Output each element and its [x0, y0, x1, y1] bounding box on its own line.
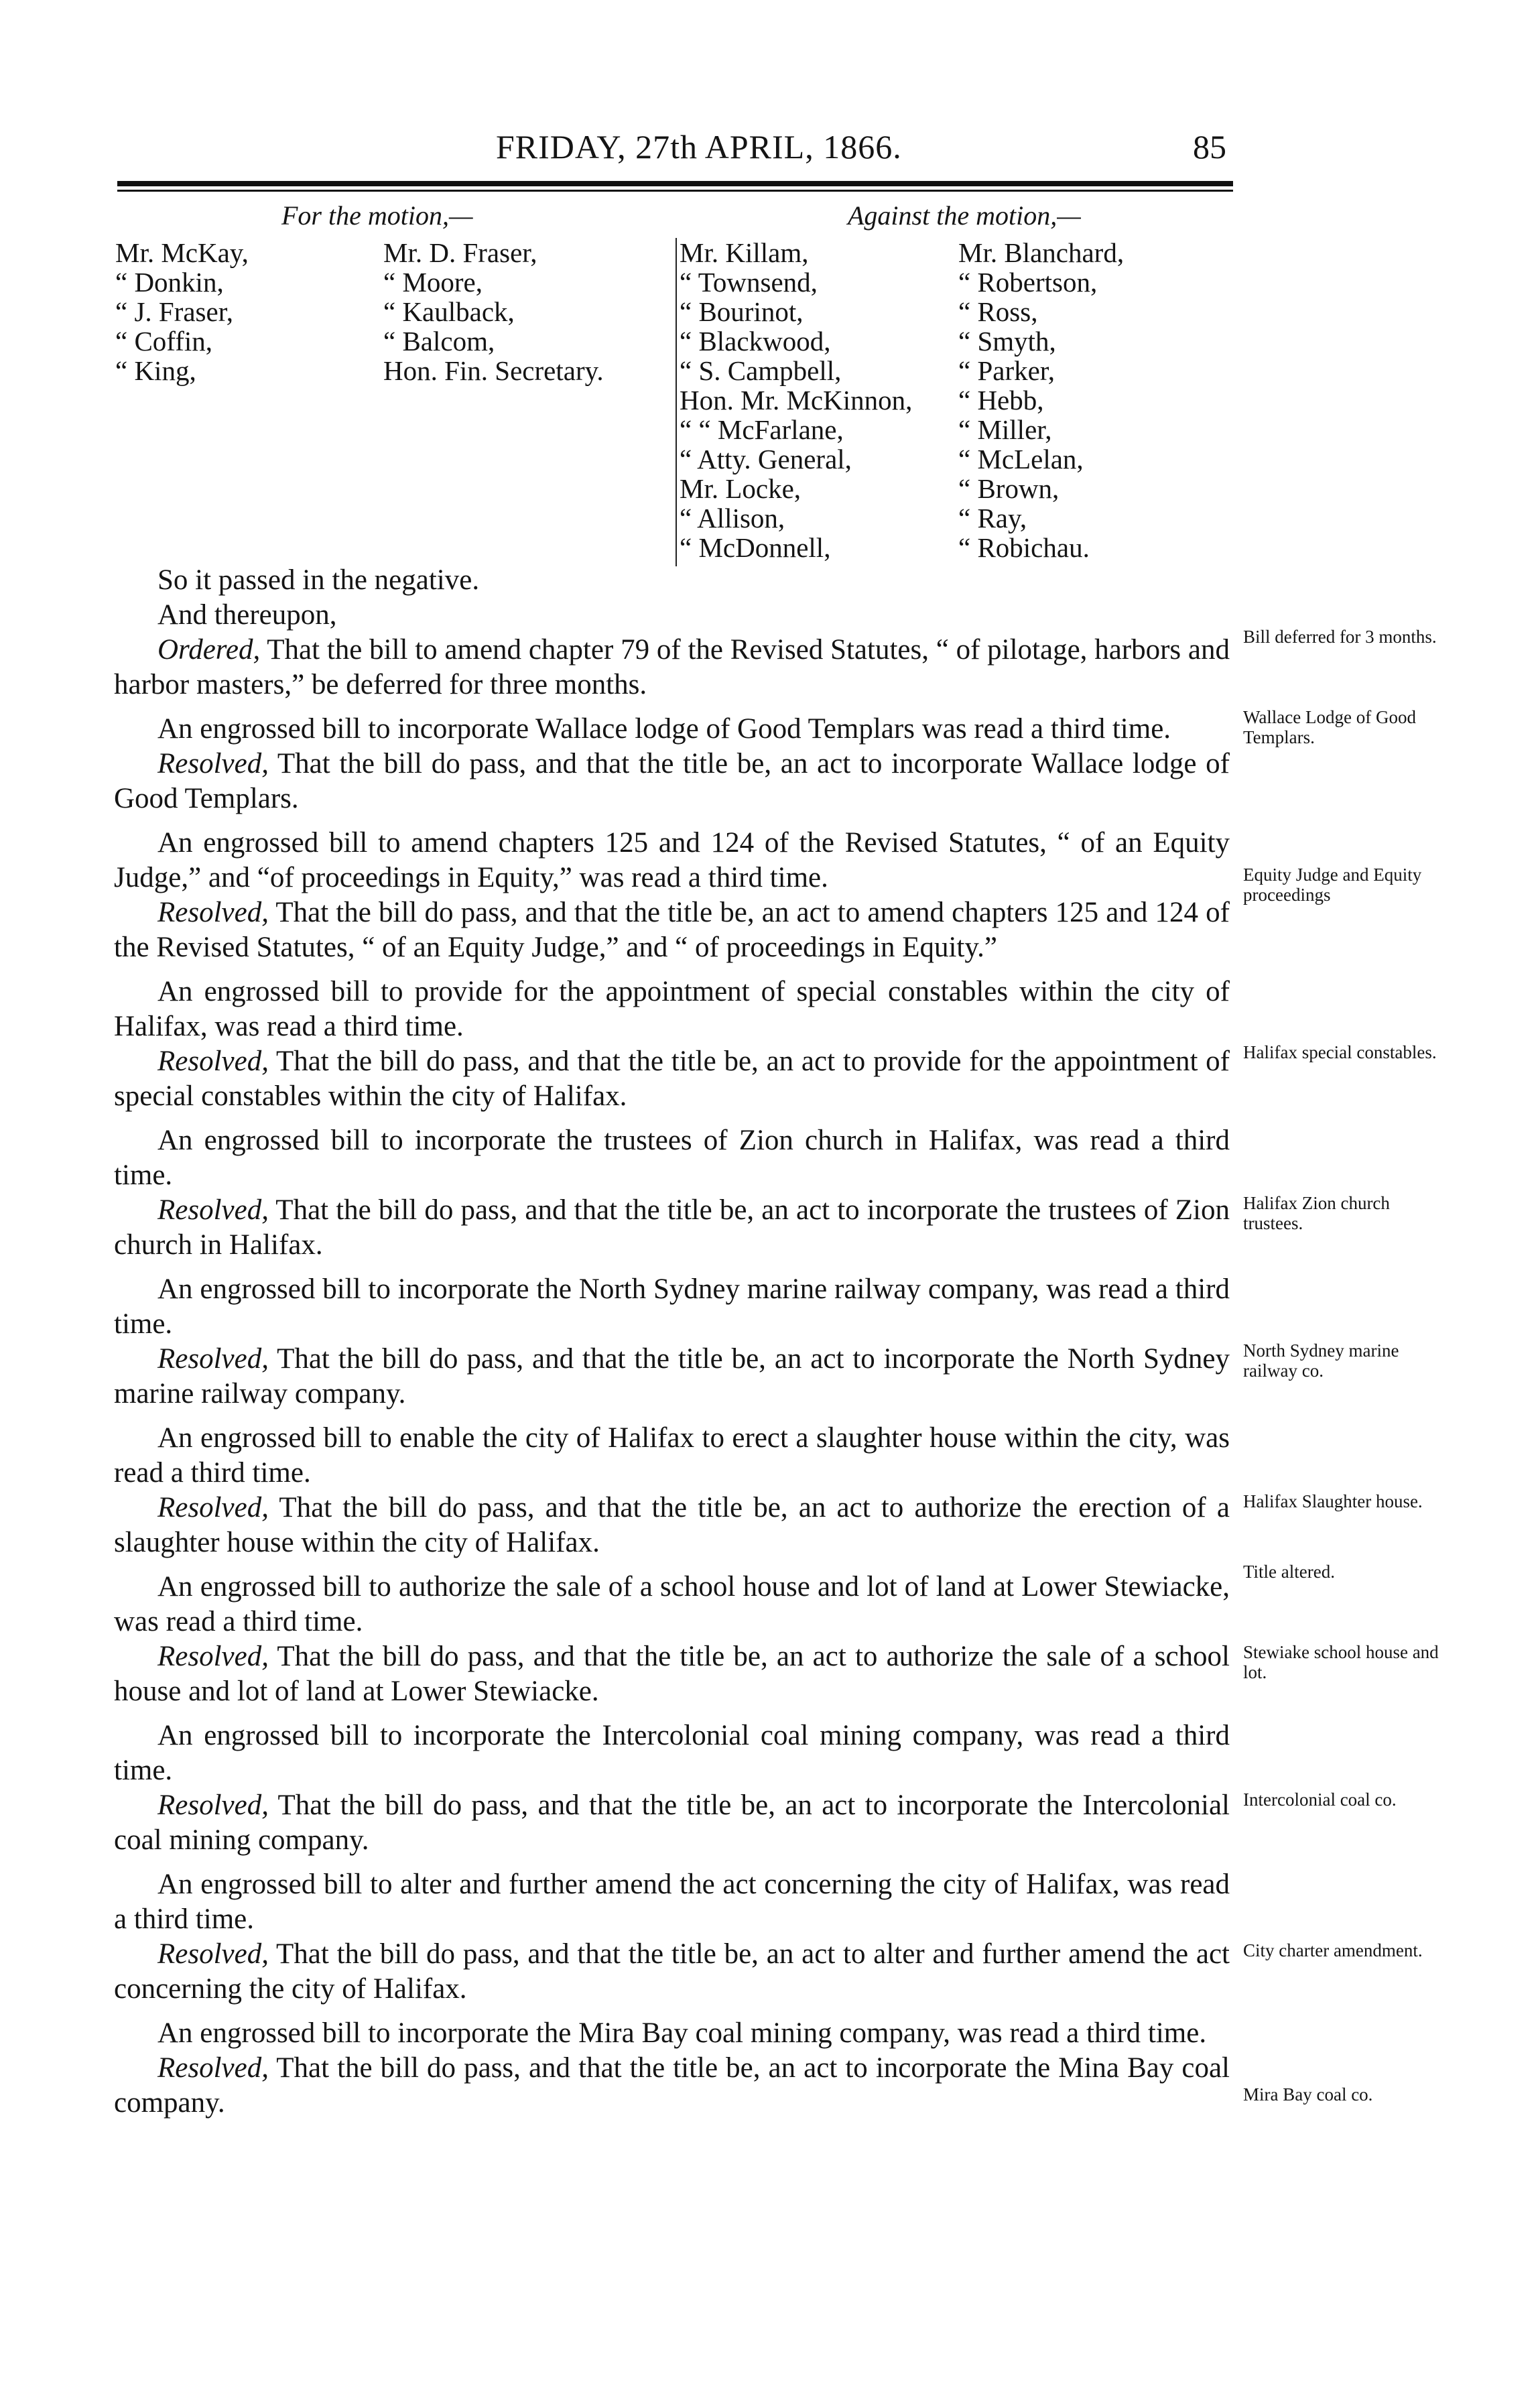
- margin-note: Stewiake school house and lot.: [1243, 1642, 1439, 1682]
- paragraph: Ordered, That the bill to amend chapter 79 of the Revised Statutes, “ of pilotage, harbors and harbor masters,” be deferred for three months.: [114, 634, 1230, 700]
- paragraph: An engrossed bill to amend chapters 125 and 124 of the Revised Statutes, “ of an Equity Judge,” and “of proceedings in Equity,” was read a third time.: [114, 827, 1230, 893]
- for-motion-heading: For the motion,—: [281, 200, 473, 231]
- paragraph: Resolved, That the bill do pass, and that the title be, an act to provide for the appointment of special constables within the city of Halifax.: [114, 1046, 1230, 1112]
- paragraph: An engrossed bill to incorporate the Mira Bay coal mining company, was read a third time.: [157, 2017, 1207, 2049]
- page-header: [0, 127, 1540, 174]
- paragraph: An engrossed bill to incorporate the trustees of Zion church in Halifax, was read a third time.: [114, 1125, 1230, 1191]
- header-rule-thick: [117, 181, 1233, 186]
- margin-note: Intercolonial coal co.: [1243, 1790, 1397, 1810]
- header-rule-thin: [117, 190, 1233, 192]
- paragraph: Resolved, That the bill do pass, and that the title be, an act to incorporate the North Sydney marine railway company.: [114, 1343, 1230, 1409]
- margin-note: Bill deferred for 3 months.: [1243, 627, 1437, 647]
- paragraph: Resolved, That the bill do pass, and that the title be, an act to incorporate the trustees of Zion church in Halifax.: [114, 1194, 1230, 1261]
- running-title: FRIDAY, 27th APRIL, 1866.: [496, 128, 902, 166]
- against-motion-list-2: Mr. Blanchard, “ Robertson, “ Ross, “ Smyth, “ Parker, “ Hebb, “ Miller, “ McLelan, “ Brown, “ Ray, “ Robichau.: [958, 237, 1125, 563]
- paragraph: An engrossed bill to provide for the appointment of special constables within the city of Halifax, was read a third time.: [114, 976, 1230, 1042]
- paragraph: Resolved, That the bill do pass, and that the title be, an act to authorize the sale of a school house and lot of land at Lower Stewiacke.: [114, 1641, 1230, 1707]
- paragraph: An engrossed bill to enable the city of Halifax to erect a slaughter house within the city, was read a third time.: [114, 1422, 1230, 1489]
- margin-note: Mira Bay coal co.: [1243, 2084, 1373, 2105]
- paragraph: An engrossed bill to incorporate the Intercolonial coal mining company, was read a third time.: [114, 1720, 1230, 1786]
- against-motion-heading: Against the motion,—: [848, 200, 1081, 231]
- margin-note: Halifax Slaughter house.: [1243, 1491, 1423, 1511]
- paragraph: Resolved, That the bill do pass, and that the title be, an act to incorporate the Intercolonial coal mining company.: [114, 1790, 1230, 1856]
- margin-note: North Sydney marine railway co.: [1243, 1340, 1399, 1381]
- for-motion-list-2: Mr. D. Fraser, “ Moore, “ Kaulback, “ Balcom, Hon. Fin. Secretary.: [383, 237, 604, 386]
- paragraph: Resolved, That the bill do pass, and that the title be, an act to alter and further amend the act concerning the city of Halifax.: [114, 1938, 1230, 2005]
- margin-note: Equity Judge and Equity proceedings: [1243, 865, 1422, 905]
- against-motion-list-1: Mr. Killam, “ Townsend, “ Bourinot, “ Blackwood, “ S. Campbell, Hon. Mr. McKinnon, “ “ McFarlane, “ Atty. General, Mr. Locke, “ Allison, “ McDonnell,: [680, 237, 913, 563]
- page-number: 85: [1193, 128, 1226, 166]
- paragraph: Resolved, That the bill do pass, and that the title be, an act to incorporate Wallace lodge of Good Templars.: [114, 748, 1230, 814]
- paragraph: And thereupon,: [157, 599, 337, 631]
- paragraph: An engrossed bill to incorporate Wallace lodge of Good Templars was read a third time.: [157, 713, 1171, 745]
- paragraph: So it passed in the negative.: [157, 564, 480, 596]
- paragraph: Resolved, That the bill do pass, and that the title be, an act to authorize the erection of a slaughter house within the city of Halifax.: [114, 1492, 1230, 1558]
- margin-note: Halifax Zion church trustees.: [1243, 1193, 1390, 1233]
- paragraph: An engrossed bill to incorporate the North Sydney marine railway company, was read a third time.: [114, 1273, 1230, 1340]
- for-motion-list-1: Mr. McKay, “ Donkin, “ J. Fraser, “ Coffin, “ King,: [115, 237, 249, 386]
- journal-body: [114, 563, 1230, 2121]
- paragraph: An engrossed bill to alter and further amend the act concerning the city of Halifax, was read a third time.: [114, 1869, 1230, 1935]
- division-divider: [676, 238, 677, 566]
- margin-note: Halifax special constables.: [1243, 1042, 1437, 1062]
- paragraph: An engrossed bill to authorize the sale of a school house and lot of land at Lower Stewiacke, was read a third time.: [114, 1571, 1230, 1637]
- paragraph: Resolved, That the bill do pass, and that the title be, an act to amend chapters 125 and 124 of the Revised Statutes, “ of an Equity Judge,” and “ of proceedings in Equity.”: [114, 897, 1230, 963]
- margin-note: Wallace Lodge of Good Templars.: [1243, 707, 1416, 747]
- margin-note: City charter amendment.: [1243, 1940, 1423, 1960]
- paragraph: Resolved, That the bill do pass, and that the title be, an act to incorporate the Mina Bay coal company.: [114, 2052, 1230, 2119]
- margin-note: Title altered.: [1243, 1562, 1335, 1582]
